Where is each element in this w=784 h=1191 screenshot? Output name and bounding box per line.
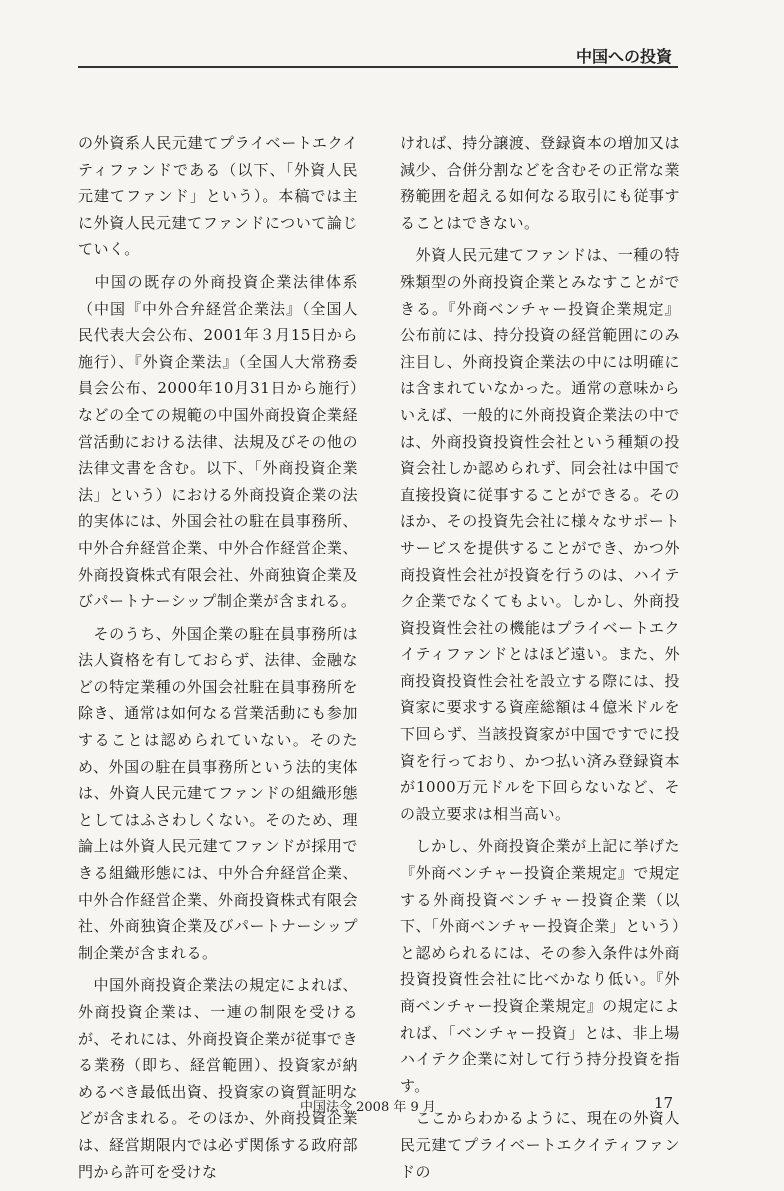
page-number: 17 [654,1094,674,1112]
section-title: 中国への投資 [575,47,672,66]
right-paragraph-4: ここからわかるように、現在の外資人民元建てプライベートエクイティファンドの [400,1109,680,1181]
right-column [400,130,680,1191]
left-paragraph-3: そのうち、外国企業の駐在員事務所は法人資格を有しておらず、法律、金融などの特定業種の外国会社駐在員事務所を除き、通常は如何なる営業活動にも参加することは認められていない。そのため、外国の駐在員事務所という法的実体は、外資人民元建てファンドの組織形態としてはふさわしくない。そのため、理論上は外資人民元建てファンドが採用できる組織形態には、中外合弁経営企業、中外合作経営企業、外商投資株式有限会社、外商独資企業及びパートナーシップ制企業が含まれる。 [78,624,358,962]
right-paragraph-3: しかし、外商投資企業が上記に挙げた『外商ベンチャー投資企業規定』で規定する外商投資ベンチャー投資企業（以下、「外商ベンチャー投資企業」という）と認められるには、その参入条件は外商投資投資性会社に比べかなり低い。『外商ベンチャー投資企業規定』の規定によれば、「ベンチャー投資」とは、非上場ハイテク企業に対して行う持分投資を指す。 [400,837,680,1095]
header-divider [78,66,678,68]
left-paragraph-1: の外資系人民元建てプライベートエクイティファンドである（以下、「外資人民元建てファンド」という）。本稿では主に外資人民元建てファンドについて論じていく。 [78,134,358,259]
journal-footer: 中国法令 2008 年 9 月 [300,1100,436,1115]
left-paragraph-4: 中国外商投資企業法の規定によれば、外商投資企業は、一連の制限を受けるが、それには、外商投資企業が従事できる業務（即ち、経営範囲）、投資家が納めるべき最低出資、投資家の資質証明などが含まれる。そのほか、外商投資企業は、経営期限内では必ず関係する政府部門から許可を受けな [78,976,358,1181]
right-paragraph-2: 外資人民元建てファンドは、一種の特殊類型の外商投資企業とみなすことができる。『外商ベンチャー投資企業規定』公布前には、持分投資の経営範囲にのみ注目し、外商投資企業法の中には明確には含まれていなかった。通常の意味からいえば、一般的に外商投資企業法の中では、外商投資投資性会社という種類の投資会社しか認められず、同会社は中国で直接投資に従事することができる。そのほか、その投資先会社に様々なサポートサービスを提供することができ、かつ外商投資性会社が投資を行うのは、ハイテク企業でなくてもよい。しかし、外商投資投資性会社の機能はプライベートエクイティファンドとはほど遠い。また、外商投資投資性会社を設立する際には、投資家に要求する資産総額は４億米ドルを下回らず、当該投資家が中国ですでに投資を行っており、かつ払い済み登録資本が1000万元ドルを下回らないなど、その設立要求は相当高い。 [400,246,680,823]
left-paragraph-2: 中国の既存の外商投資企業法律体系（中国『中外合弁経営企業法』（全国人民代表大会公布、2001年３月15日から施行）、『外資企業法』（全国人大常務委員会公布、2000年10月31日から施行）などの全ての規範の中国外商投資企業経営活動における法律、法規及びその他の法律文書を含む。以下、「外商投資企業法」という）における外商投資企業の法的実体には、外国会社の駐在員事務所、中外合弁経営企業、中外合作経営企業、外商投資株式有限会社、外商独資企業及びパートナーシップ制企業が含まれる。 [78,272,358,611]
left-column [78,130,358,1191]
right-paragraph-1: ければ、持分譲渡、登録資本の増加又は減少、合併分割などを含むその正常な業務範囲を超える如何なる取引にも従事することはできない。 [400,134,680,232]
